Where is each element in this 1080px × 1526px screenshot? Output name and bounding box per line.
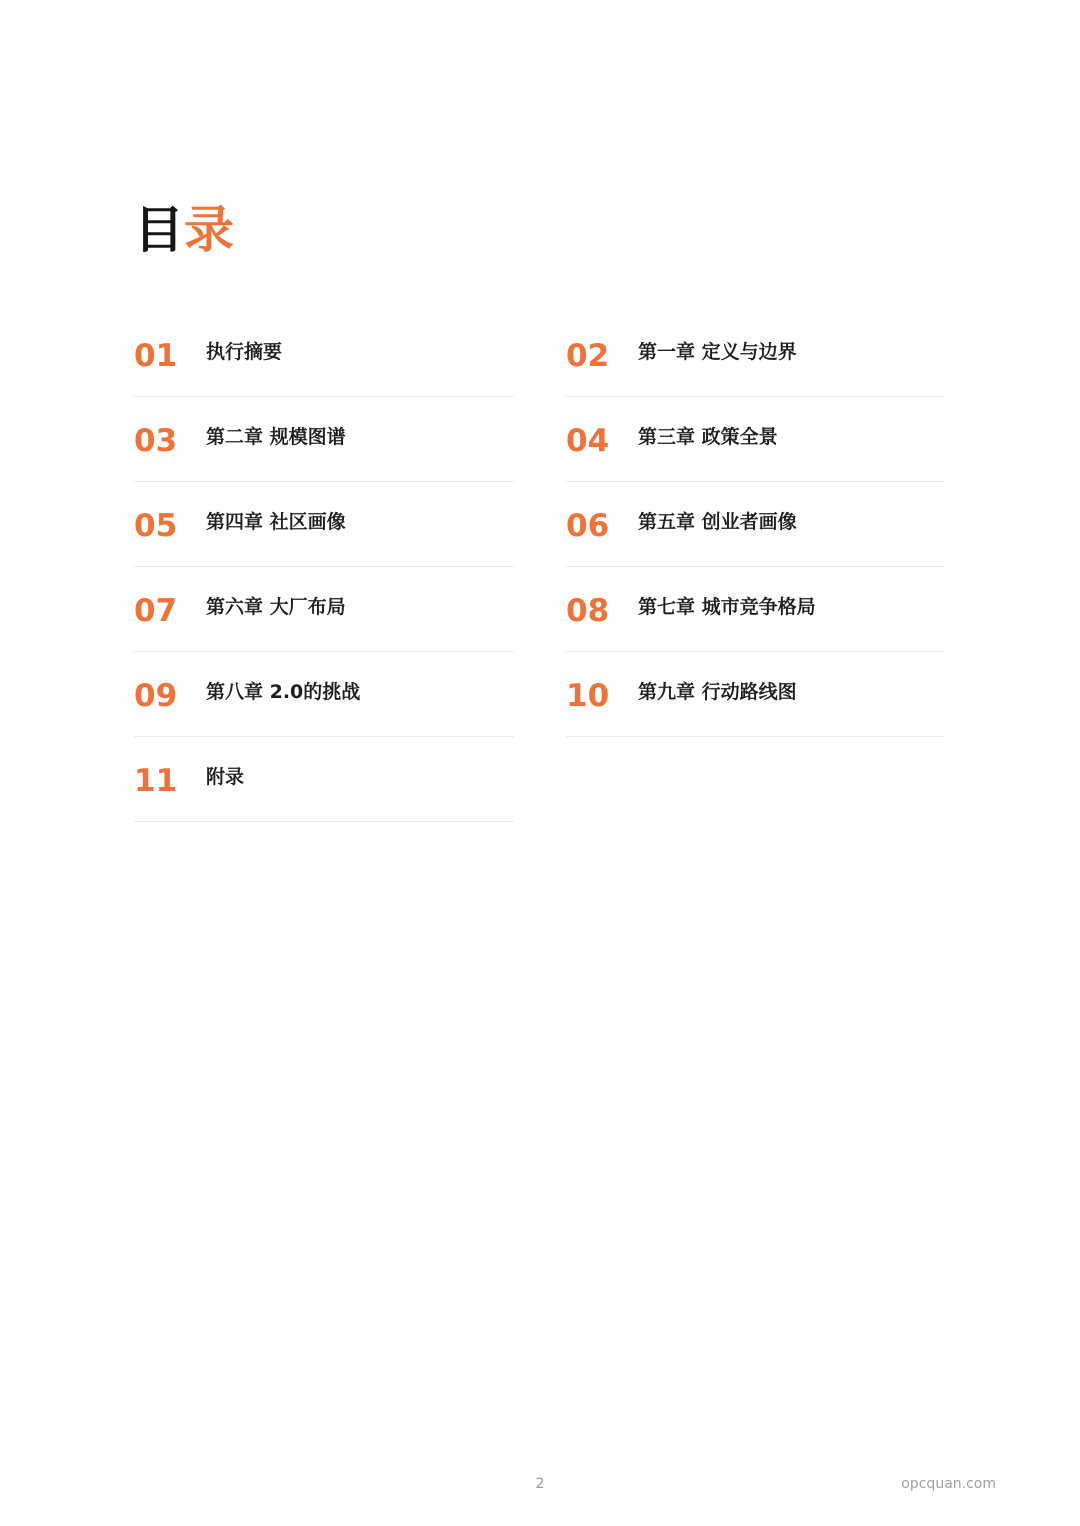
page-title bbox=[134, 198, 234, 262]
toc-item-06[interactable] bbox=[566, 482, 944, 567]
page-number: 2 bbox=[535, 1476, 545, 1492]
toc-number: 03 bbox=[134, 423, 178, 459]
toc-item-03[interactable] bbox=[134, 397, 514, 482]
toc-label: 第九章 行动路线图 bbox=[638, 681, 797, 703]
toc-label: 第七章 城市竞争格局 bbox=[638, 596, 816, 618]
toc-label: 附录 bbox=[206, 766, 245, 788]
toc-number: 02 bbox=[566, 338, 610, 374]
toc-item-07[interactable] bbox=[134, 567, 514, 652]
toc-item-11[interactable] bbox=[134, 737, 514, 822]
toc-label: 第六章 大厂布局 bbox=[206, 596, 346, 618]
toc-item-01[interactable] bbox=[134, 312, 514, 397]
toc-right-column bbox=[566, 312, 944, 737]
toc-label: 执行摘要 bbox=[206, 341, 283, 363]
toc-item-09[interactable] bbox=[134, 652, 514, 737]
toc-label: 第八章 2.0的挑战 bbox=[206, 681, 361, 703]
toc-number: 01 bbox=[134, 338, 178, 374]
toc-number: 08 bbox=[566, 593, 610, 629]
toc-item-10[interactable] bbox=[566, 652, 944, 737]
toc-number: 04 bbox=[566, 423, 610, 459]
page-title-part2: 录 bbox=[184, 201, 234, 259]
toc-label: 第三章 政策全景 bbox=[638, 426, 778, 448]
toc-item-02[interactable] bbox=[566, 312, 944, 397]
toc-number: 07 bbox=[134, 593, 178, 629]
toc-number: 06 bbox=[566, 508, 610, 544]
toc-item-05[interactable] bbox=[134, 482, 514, 567]
toc-number: 11 bbox=[134, 763, 178, 799]
toc-item-04[interactable] bbox=[566, 397, 944, 482]
toc-number: 10 bbox=[566, 678, 610, 714]
toc-number: 09 bbox=[134, 678, 178, 714]
toc-label: 第二章 规模图谱 bbox=[206, 426, 346, 448]
page-title-part1: 目 bbox=[134, 201, 184, 259]
toc-left-column bbox=[134, 312, 514, 822]
toc-item-08[interactable] bbox=[566, 567, 944, 652]
site-url: opcquan.com bbox=[901, 1476, 996, 1492]
toc-label: 第五章 创业者画像 bbox=[638, 511, 797, 533]
toc-label: 第一章 定义与边界 bbox=[638, 341, 797, 363]
toc-number: 05 bbox=[134, 508, 178, 544]
toc-label: 第四章 社区画像 bbox=[206, 511, 346, 533]
